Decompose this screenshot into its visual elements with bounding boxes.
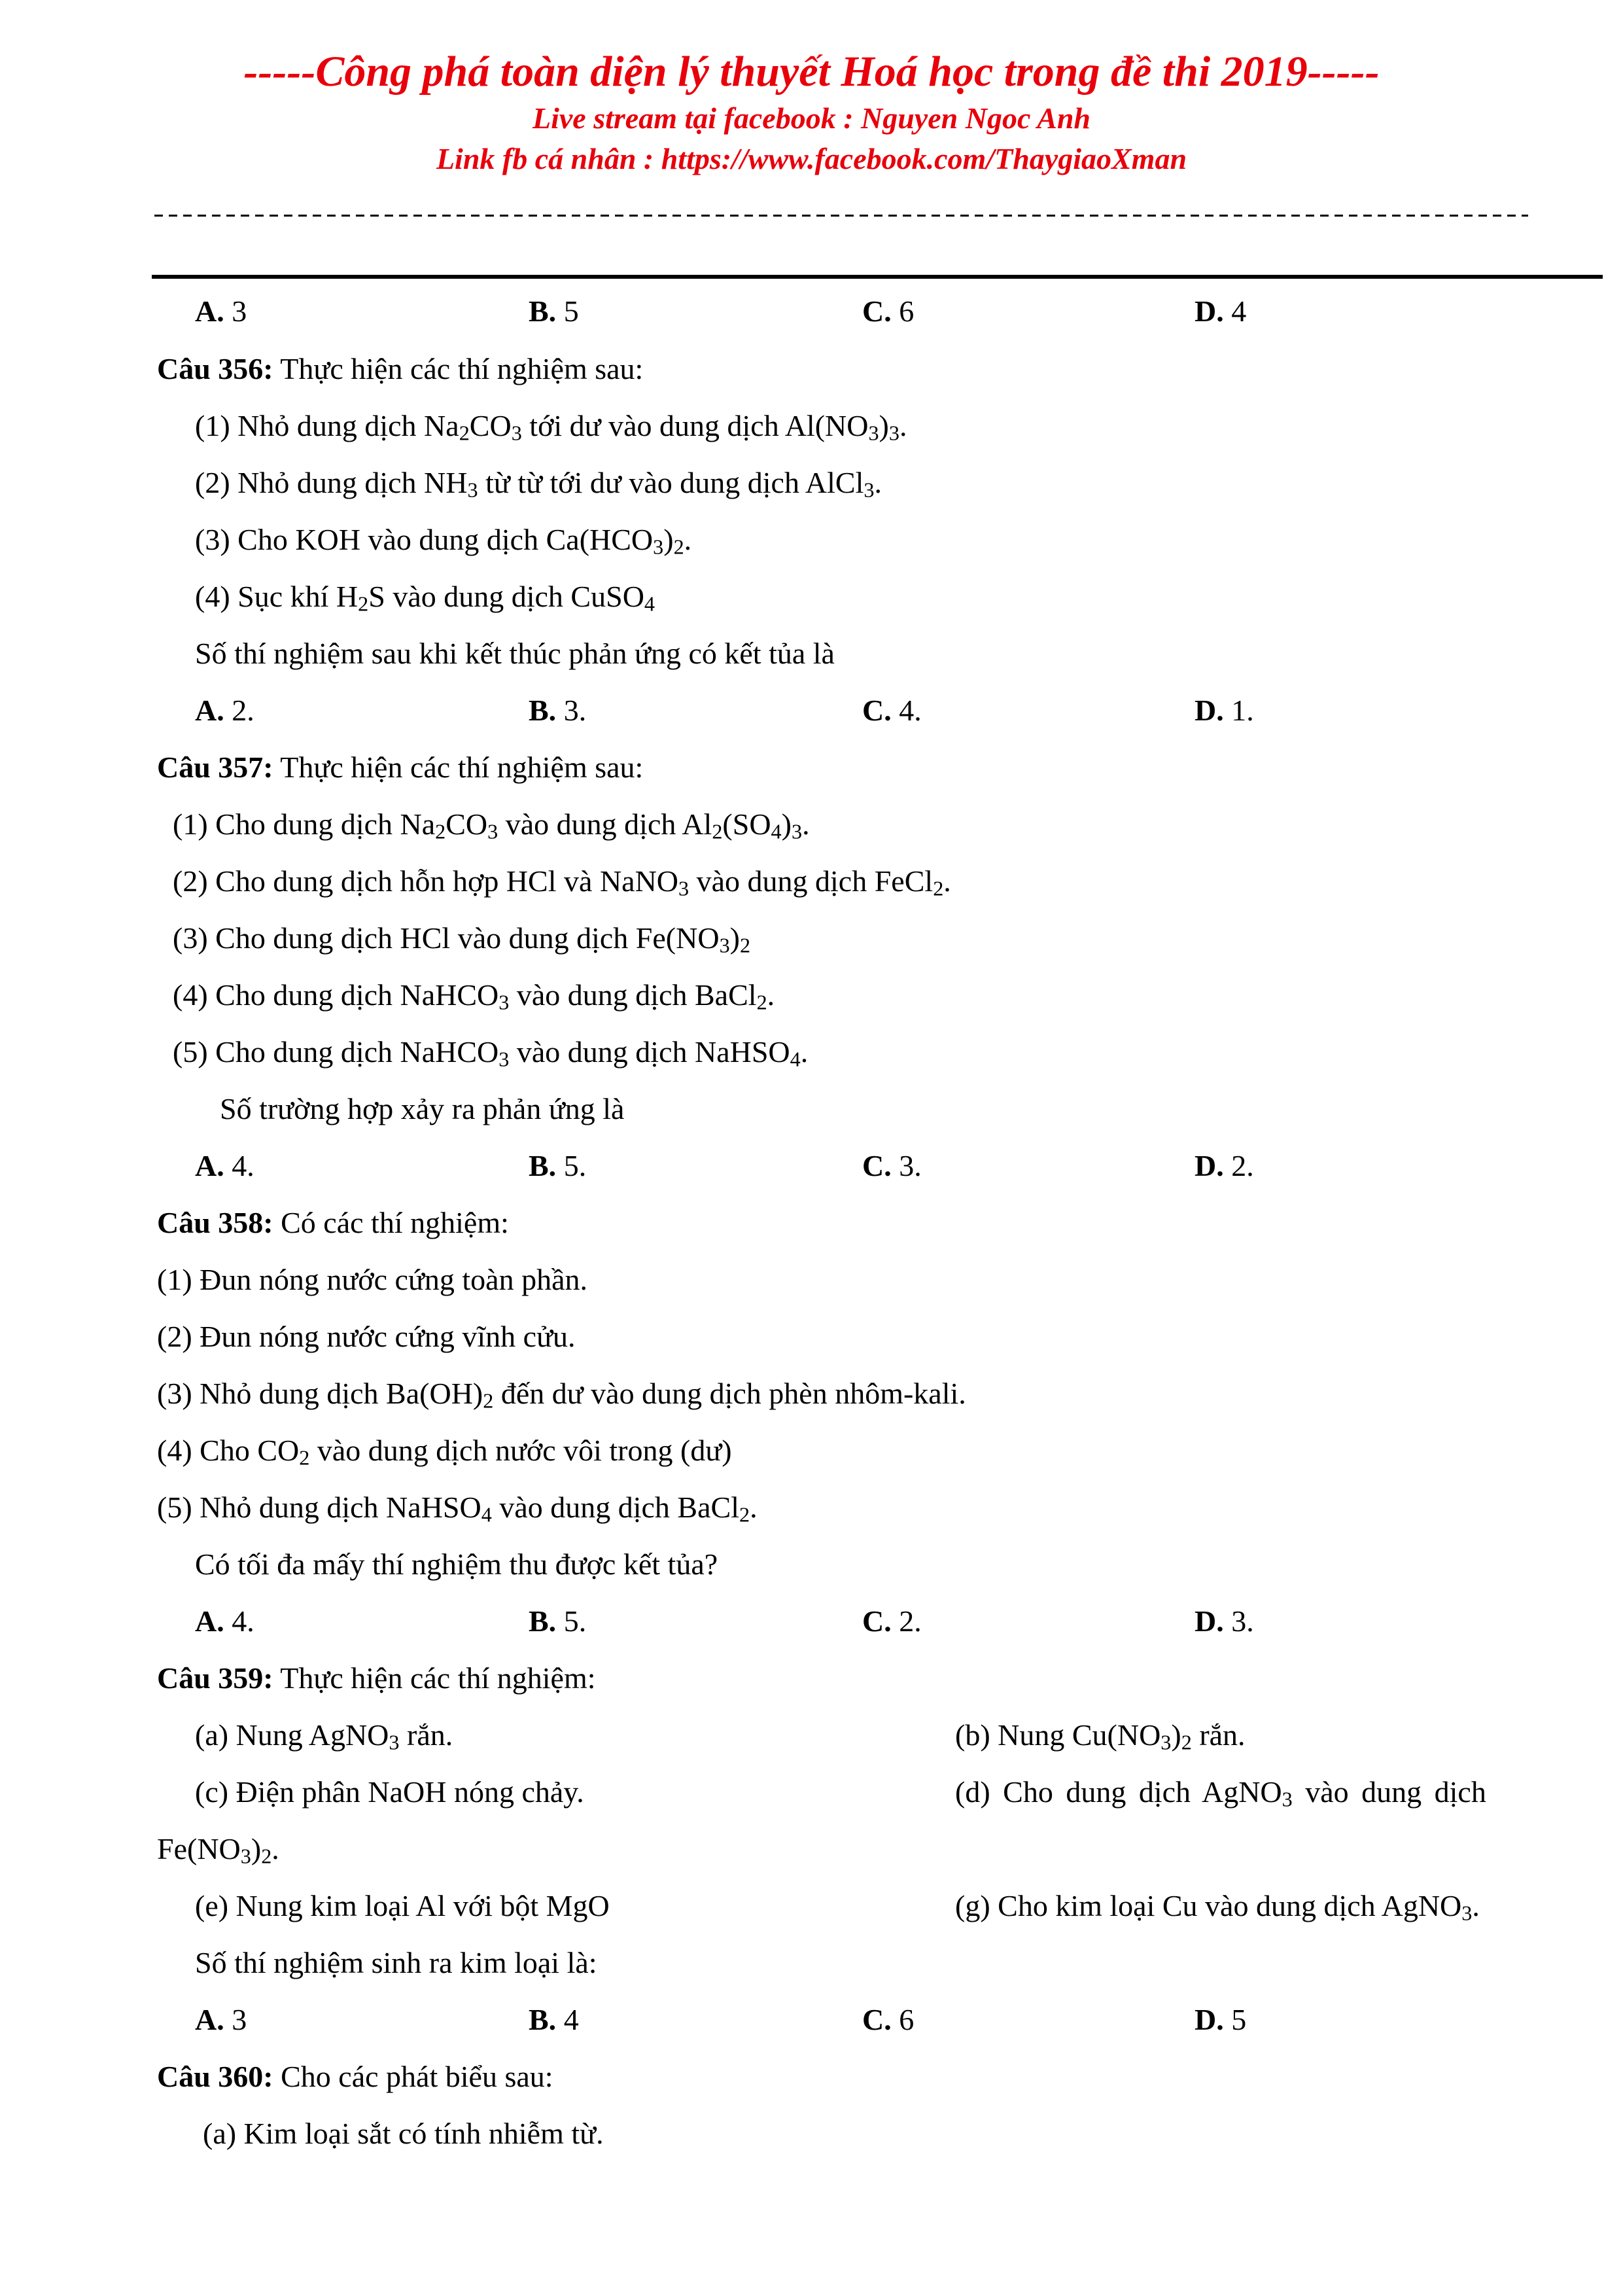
question-358-item-5: (5) Nhỏ dung dịch NaHSO$_4$ vào dung dịch BaCl$_2$.	[157, 1491, 758, 1527]
question-356-prompt: Số thí nghiệm sau khi kết thúc phản ứng có kết tủa là	[195, 637, 835, 670]
question-356-item-4: (4) Sục khí $H_2S$ vào dung dịch CuSO$_4$	[195, 580, 655, 616]
question-358-item-4: (4) Cho $CO_2$ vào dung dịch nước vôi trong (dư)	[157, 1434, 732, 1470]
question-359-item-b: (b) Nung $Cu(NO_3)_2$ rắn.	[955, 1718, 1246, 1754]
question-360-heading: Câu 360: Cho các phát biểu sau:	[157, 2060, 553, 2093]
option-b: B. 4	[529, 2003, 579, 2036]
question-358-prompt: Có tối đa mấy thí nghiệm thu được kết tủa?	[195, 1547, 718, 1581]
option-a: A. 3	[195, 2003, 247, 2036]
option-a: A. 3	[195, 294, 247, 328]
question-359-item-g: (g) Cho kim loại Cu vào dung dịch AgNO$_3$.	[955, 1889, 1480, 1925]
option-a: A. 2.	[195, 694, 254, 727]
question-357-heading: Câu 357: Thực hiện các thí nghiệm sau:	[157, 751, 644, 784]
option-d: D. 1.	[1195, 694, 1254, 727]
option-b: B. 3.	[529, 694, 587, 727]
question-357-item-2: (2) Cho dung dịch hỗn hợp HCl và NaNO$_3$ vào dung dịch FeCl$_2$.	[173, 864, 951, 900]
option-c: C. 6	[862, 294, 915, 328]
option-a: A. 4.	[195, 1149, 254, 1182]
prev-options	[0, 292, 1623, 331]
option-c: C. 4.	[862, 694, 922, 727]
question-359-options	[0, 2000, 1623, 2040]
question-357-prompt: Số trường hợp xảy ra phản ứng là	[220, 1092, 625, 1125]
option-d: D. 3.	[1195, 1604, 1254, 1638]
question-356-item-1: (1) Nhỏ dung dịch $Na_2CO_3$ tới dư vào dung dịch $Al(NO_3)_3$.	[195, 409, 907, 445]
question-359-item-d-cont: $Fe(NO_3)_2$.	[157, 1832, 279, 1868]
question-358-item-1: (1) Đun nóng nước cứng toàn phần.	[157, 1263, 587, 1296]
question-357-item-1: (1) Cho dung dịch $Na_2CO_3$ vào dung dịch $Al_2(SO_4)_3$.	[173, 807, 810, 843]
question-358-item-3: (3) Nhỏ dung dịch $Ba(OH)_2$ đến dư vào dung dịch phèn nhôm-kali.	[157, 1377, 966, 1413]
question-359-item-d: (d) Cho dung dịch AgNO$_3$ vào dung dịch	[955, 1775, 1486, 1811]
question-359-heading: Câu 359: Thực hiện các thí nghiệm:	[157, 1661, 596, 1695]
question-358-heading: Câu 358: Có các thí nghiệm:	[157, 1206, 509, 1239]
question-359-item-a: (a) Nung AgNO$_3$ rắn.	[195, 1718, 453, 1754]
question-357-item-5: (5) Cho dung dịch NaHCO$_3$ vào dung dịch NaHSO$_4$.	[173, 1035, 809, 1071]
question-357-item-3: (3) Cho dung dịch HCl vào dung dịch $Fe(NO_3)_2$	[173, 921, 751, 957]
question-359-item-e: (e) Nung kim loại Al với bột MgO	[195, 1889, 610, 1922]
solid-divider	[152, 275, 1603, 279]
option-b: B. 5.	[529, 1604, 587, 1638]
question-357-item-4: (4) Cho dung dịch NaHCO$_3$ vào dung dịch BaCl$_2$.	[173, 978, 775, 1014]
option-d: D. 5	[1195, 2003, 1247, 2036]
option-d: D. 4	[1195, 294, 1247, 328]
question-358-item-2: (2) Đun nóng nước cứng vĩnh cửu.	[157, 1320, 576, 1353]
option-c: C. 3.	[862, 1149, 922, 1182]
question-359-prompt: Số thí nghiệm sinh ra kim loại là:	[195, 1946, 597, 1979]
question-356-heading: Câu 356: Thực hiện các thí nghiệm sau:	[157, 352, 644, 385]
question-356-item-3: (3) Cho KOH vào dung dịch $Ca(HCO_3)_2$.	[195, 523, 692, 559]
option-c: C. 2.	[862, 1604, 922, 1638]
option-d: D. 2.	[1195, 1149, 1254, 1182]
question-359-item-c: (c) Điện phân NaOH nóng chảy.	[195, 1775, 584, 1809]
question-356-options	[0, 691, 1623, 730]
question-360-item-a: (a) Kim loại sắt có tính nhiễm từ.	[203, 2117, 604, 2150]
dashed-divider	[154, 209, 1528, 222]
header-link: Link fb cá nhân : https://www.facebook.com/ThaygiaoXman	[436, 142, 1187, 175]
header-live: Live stream tại facebook : Nguyen Ngoc Anh	[532, 101, 1091, 135]
header-title: -----Công phá toàn diện lý thuyết Hoá học trong đề thi 2019-----	[243, 48, 1380, 96]
page-header	[0, 46, 1623, 179]
option-b: B. 5	[529, 294, 579, 328]
option-a: A. 4.	[195, 1604, 254, 1638]
option-c: C. 6	[862, 2003, 915, 2036]
question-357-options	[0, 1146, 1623, 1186]
question-358-options	[0, 1602, 1623, 1641]
question-356-item-2: (2) Nhỏ dung dịch $NH_3$ từ từ tới dư vào dung dịch AlCl$_3$.	[195, 466, 882, 502]
option-b: B. 5.	[529, 1149, 587, 1182]
